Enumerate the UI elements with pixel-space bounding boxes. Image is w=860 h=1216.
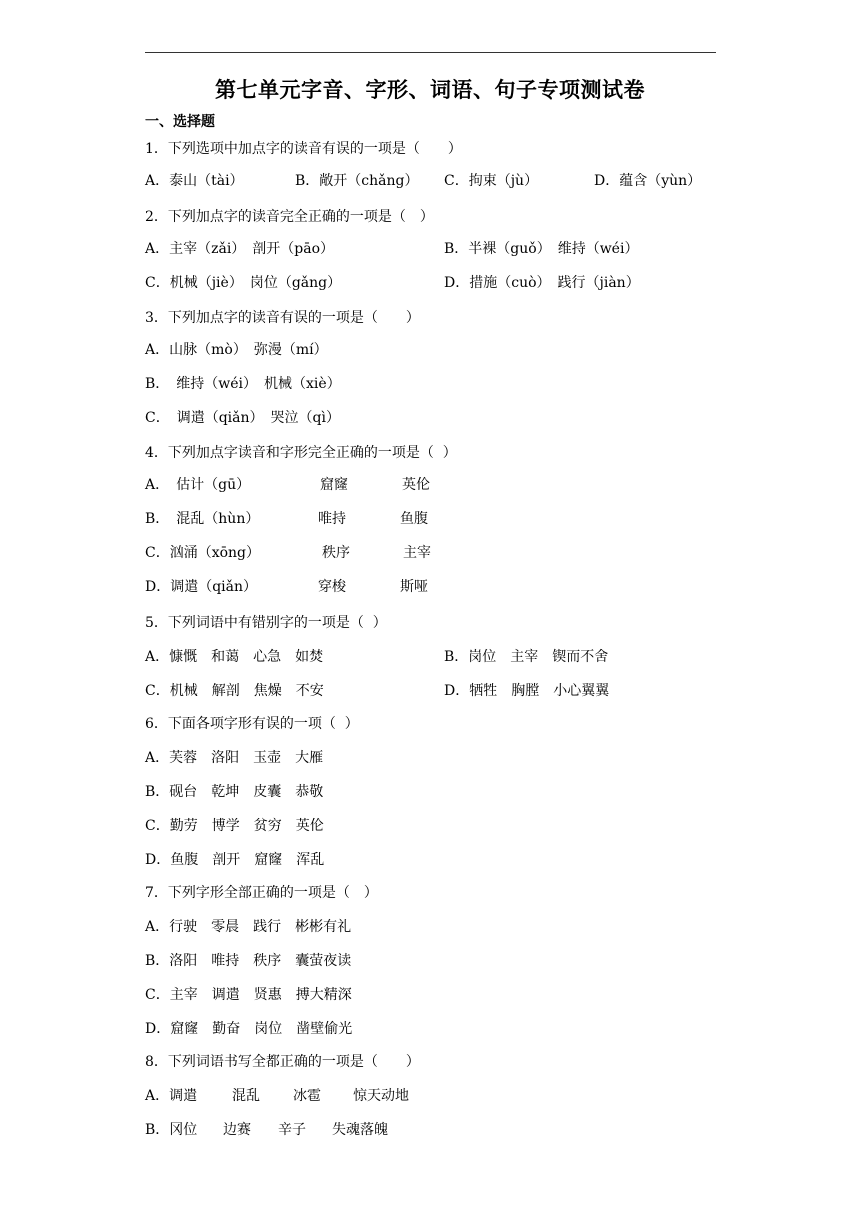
option-a-word-2: 英伦	[402, 477, 430, 493]
option-b-word-1: 唯持	[318, 511, 346, 527]
option-c: C．拘束（jù）	[444, 173, 539, 189]
option-a: A．慷慨 和蔼 心急 如焚	[145, 649, 324, 665]
option-b: B．半裸（guǒ） 维持（wéi）	[444, 241, 639, 257]
option-a-word-2: 混乱	[232, 1088, 260, 1104]
section-heading: 一、选择题	[145, 114, 215, 130]
option-d-word-2: 斯哑	[400, 579, 428, 595]
page-title: 第七单元字音、字形、词语、句子专项测试卷	[215, 77, 645, 102]
option-a: A．主宰（zǎi） 剖开（pāo）	[145, 241, 335, 257]
option-b-word-3: 辛子	[278, 1122, 306, 1138]
option-d: D．鱼腹 剖开 窟窿 浑乱	[145, 852, 325, 868]
option-b: B．岗位 主宰 锲而不舍	[444, 649, 609, 665]
option-b-word-2: 鱼腹	[400, 511, 428, 527]
option-c: C．主宰 调遣 贤惠 搏大精深	[145, 987, 352, 1003]
option-c: C．机械 解剖 焦燥 不安	[145, 683, 324, 699]
option-b-word-1: B．冈位	[145, 1122, 198, 1138]
option-a-word-1: A．调遣	[145, 1088, 198, 1104]
option-a-word-3: 冰雹	[293, 1088, 321, 1104]
option-b-pinyin: B． 混乱（hùn）	[145, 511, 260, 527]
option-c: C． 调遣（qiǎn） 哭泣（qì）	[145, 410, 340, 426]
option-a-word-1: 窟窿	[320, 477, 348, 493]
option-a-pinyin: A． 估计（gū）	[145, 477, 251, 493]
option-b: B．砚台 乾坤 皮囊 恭敬	[145, 784, 324, 800]
question-stem: 1．下列选项中加点字的读音有误的一项是（ ）	[145, 141, 462, 157]
question-stem: 7．下列字形全部正确的一项是（ ）	[145, 885, 378, 901]
option-b: B． 维持（wéi） 机械（xiè）	[145, 376, 341, 392]
question-stem: 2．下列加点字的读音完全正确的一项是（ ）	[145, 209, 434, 225]
option-a: A．泰山（tài）	[145, 173, 244, 189]
header-rule	[145, 52, 716, 53]
option-c: C．勤劳 博学 贫穷 英伦	[145, 818, 324, 834]
option-a: A．山脉（mò） 弥漫（mí）	[145, 342, 328, 358]
option-b: B．洛阳 唯持 秩序 囊萤夜读	[145, 953, 352, 969]
option-d: D．措施（cuò） 践行（jiàn）	[444, 275, 640, 291]
question-stem: 6．下面各项字形有误的一项（ ）	[145, 716, 359, 732]
option-c-word-1: 秩序	[322, 545, 350, 561]
question-stem: 3．下列加点字的读音有误的一项是（ ）	[145, 310, 420, 326]
option-b-word-4: 失魂落魄	[332, 1122, 388, 1138]
question-stem: 5．下列词语中有错别字的一项是（ ）	[145, 615, 387, 631]
option-c-word-2: 主宰	[403, 545, 431, 561]
option-d-pinyin: D．调遣（qiǎn）	[145, 579, 258, 595]
option-b-word-2: 边赛	[223, 1122, 251, 1138]
option-d: D．蕴含（yùn）	[594, 173, 702, 189]
option-c-pinyin: C．汹涌（xōng）	[145, 545, 261, 561]
option-a: A．行驶 零晨 践行 彬彬有礼	[145, 919, 352, 935]
option-b: B．敞开（chǎng）	[295, 173, 419, 189]
option-d-word-1: 穿梭	[318, 579, 346, 595]
option-d: D．牺牲 胸膛 小心翼翼	[444, 683, 610, 699]
option-a-word-4: 惊天动地	[353, 1088, 409, 1104]
option-d: D．窟窿 勤奋 岗位 凿壁偷光	[145, 1021, 353, 1037]
question-stem: 8．下列词语书写全都正确的一项是（ ）	[145, 1054, 420, 1070]
option-a: A．芙蓉 洛阳 玉壶 大雁	[145, 750, 324, 766]
option-c: C．机械（jiè） 岗位（gǎng）	[145, 275, 342, 291]
question-stem: 4．下列加点字读音和字形完全正确的一项是（ ）	[145, 445, 457, 461]
